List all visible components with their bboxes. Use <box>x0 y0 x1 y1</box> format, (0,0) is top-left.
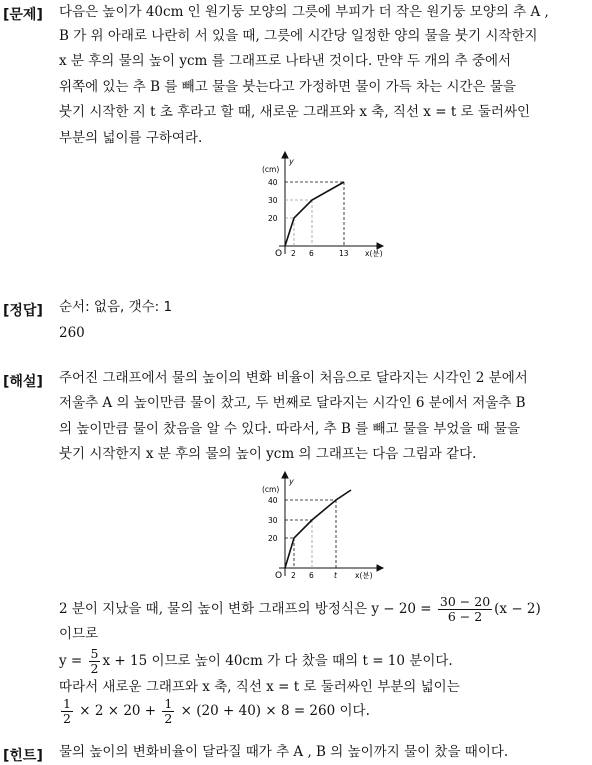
origin-label: O <box>275 571 283 581</box>
y-unit: (cm) <box>262 485 280 494</box>
problem-graph <box>255 150 395 262</box>
fraction-numerator: 1 <box>63 696 71 711</box>
equation-text: × (20 + 40) × 8 = 260 이다. <box>180 703 370 719</box>
x-tick: 6 <box>309 249 314 258</box>
solution-graph <box>255 470 395 582</box>
problem-line: B 가 위 아래로 나란히 서 있을 때, 그릇에 시간당 일정한 양의 물을 붓기 시작한지 <box>59 28 538 44</box>
equation-line: 따라서 새로운 그래프와 x 축, 직선 x = t 로 둘러싸인 부분의 넓이는 <box>59 679 460 695</box>
x-label: x(분) <box>355 571 373 580</box>
x-tick: 13 <box>339 249 349 258</box>
equation-line: 이므로 <box>59 626 99 642</box>
equation-text: 2 분이 지났을 때, 물의 높이 변화 그래프의 방정식은 y − 20 = <box>59 601 432 617</box>
x-tick: 6 <box>309 571 314 580</box>
problem-line: 붓기 시작한 지 t 초 후라고 할 때, 새로운 그래프와 x 축, 직선 x = t 로 둘러싸인 <box>59 104 531 120</box>
y-tick: 30 <box>268 196 278 205</box>
equation-fraction <box>438 595 492 624</box>
equation-fraction <box>89 647 101 676</box>
y-arrow <box>282 472 288 478</box>
equation-fraction <box>162 697 174 726</box>
equation-text: (x − 2) <box>494 601 541 617</box>
fraction-denominator: 2 <box>90 661 99 676</box>
y-tick: 40 <box>268 496 278 505</box>
equation-line <box>59 595 541 624</box>
problem-line: 부분의 넓이를 구하여라. <box>59 130 203 146</box>
x-arrow <box>377 565 383 571</box>
fraction-denominator: 2 <box>63 711 71 726</box>
solution-line: 저울추 A 의 높이만큼 물이 찼고, 두 번째로 달라지는 시각인 6 분에서 저울추 B <box>59 395 526 411</box>
graph-line <box>285 182 344 246</box>
fraction-denominator: 6 − 2 <box>447 609 483 624</box>
hint-text: 물의 높이의 변화비율이 달라질 때가 추 A , B 의 높이까지 물이 찼을 때이다. <box>59 744 509 760</box>
solution-line: 주어진 그래프에서 물의 높이의 변화 비율이 처음으로 달라지는 시각인 2 분에서 <box>59 370 528 386</box>
problem-tag: [문제] <box>3 7 43 23</box>
equation-line <box>59 647 453 676</box>
y-label: y <box>289 157 294 166</box>
equation-text: y = <box>59 653 83 669</box>
answer-order-count: 순서: 없음, 갯수: 1 <box>59 299 173 315</box>
y-tick: 40 <box>268 178 278 187</box>
fraction-numerator: 1 <box>164 696 173 711</box>
solution-tag: [해설] <box>3 374 43 390</box>
fraction-numerator: 5 <box>90 646 99 661</box>
answer-tag: [정답] <box>3 303 43 319</box>
problem-line: x 분 후의 물의 높이 ycm 를 그래프로 나타낸 것이다. 만약 두 개의 추 중에서 <box>59 53 512 69</box>
y-unit: (cm) <box>262 165 280 174</box>
x-tick: t <box>334 571 337 580</box>
equation-text: x + 15 이므로 높이 40cm 가 다 찼을 때의 t = 10 분이다. <box>102 653 453 669</box>
y-tick: 30 <box>268 516 278 525</box>
hint-tag: [힌트] <box>3 748 43 764</box>
solution-line: 의 높이만큼 물이 찼음을 알 수 있다. 따라서, 추 B 를 빼고 물을 부었을 때 물을 <box>59 421 521 437</box>
problem-line: 위쪽에 있는 추 B 를 빼고 물을 붓는다고 가정하면 물이 가득 차는 시간은 물을 <box>59 79 516 95</box>
y-label: y <box>289 477 294 486</box>
answer-value: 260 <box>59 325 85 341</box>
problem-line: 다음은 높이가 40cm 인 원기둥 모양의 그릇에 부피가 더 작은 원기둥 모양의 추 A , <box>59 4 549 20</box>
equation-fraction <box>61 697 73 726</box>
fraction-numerator: 30 − 20 <box>439 594 491 609</box>
y-arrow <box>282 152 288 158</box>
x-tick: 2 <box>291 249 296 258</box>
y-tick: 20 <box>268 214 278 223</box>
origin-label: O <box>275 249 283 259</box>
graph-line <box>285 490 351 568</box>
x-tick: 2 <box>291 571 296 580</box>
y-tick: 20 <box>268 534 278 543</box>
x-label: x(분) <box>365 249 383 258</box>
equation-line <box>59 697 370 726</box>
fraction-denominator: 2 <box>164 711 173 726</box>
solution-line: 붓기 시작한지 x 분 후의 물의 높이 ycm 의 그래프는 다음 그림과 같다. <box>59 446 477 462</box>
equation-text: × 2 × 20 + <box>79 703 157 719</box>
